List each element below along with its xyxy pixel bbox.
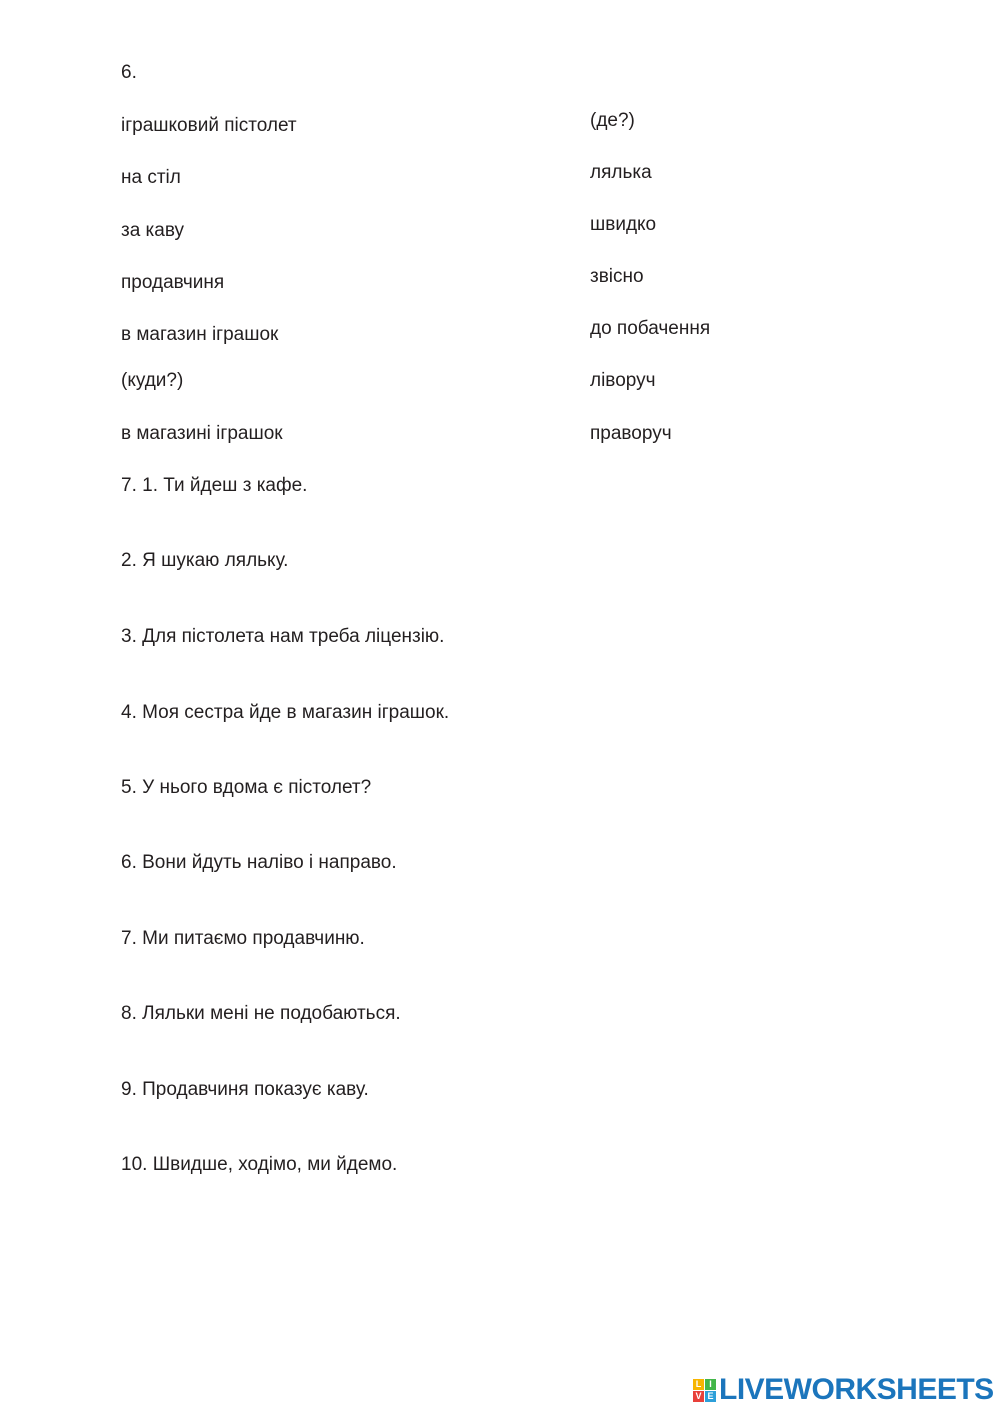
left-item: за каву bbox=[121, 220, 185, 241]
logo-letter-e: E bbox=[705, 1391, 716, 1402]
sentence: 8. Ляльки мені не подобаються. bbox=[121, 1003, 401, 1024]
sentence: 7. Ми питаємо продавчиню. bbox=[121, 928, 365, 949]
sentence: 9. Продавчиня показує каву. bbox=[121, 1079, 369, 1100]
left-item: в магазині іграшок bbox=[121, 423, 283, 444]
sentence: 10. Швидше, ходімо, ми йдемо. bbox=[121, 1154, 398, 1175]
right-item: швидко bbox=[590, 214, 657, 235]
sentence: 2. Я шукаю ляльку. bbox=[121, 550, 289, 571]
right-item: праворуч bbox=[590, 423, 672, 444]
left-item: (куди?) bbox=[121, 370, 184, 391]
sentence: 6. Вони йдуть наліво і направо. bbox=[121, 852, 397, 873]
left-item: продавчиня bbox=[121, 272, 225, 293]
sentence: 4. Моя сестра йде в магазин іграшок. bbox=[121, 702, 450, 723]
liveworksheets-logo bbox=[693, 1374, 994, 1406]
exercise-6-number: 6. bbox=[121, 62, 137, 83]
right-item: до побачення bbox=[590, 318, 711, 339]
right-item: лялька bbox=[590, 162, 652, 183]
sentence: 7. 1. Ти йдеш з кафе. bbox=[121, 475, 308, 496]
sentence: 5. У нього вдома є пістолет? bbox=[121, 777, 372, 798]
sentence: 3. Для пістолета нам треба ліцензію. bbox=[121, 626, 445, 647]
left-item: іграшковий пістолет bbox=[121, 115, 297, 136]
right-item: звісно bbox=[590, 266, 644, 287]
logo-letter-v: V bbox=[693, 1391, 704, 1402]
logo-letter-i: I bbox=[705, 1379, 716, 1390]
logo-letter-l: L bbox=[693, 1379, 704, 1390]
logo-text: LIVEWORKSHEETS bbox=[719, 1373, 994, 1406]
left-item: на стіл bbox=[121, 167, 181, 188]
logo-badge-icon bbox=[693, 1379, 716, 1402]
left-item: в магазин іграшок bbox=[121, 324, 279, 345]
right-item: (де?) bbox=[590, 110, 635, 131]
right-item: ліворуч bbox=[590, 370, 656, 391]
